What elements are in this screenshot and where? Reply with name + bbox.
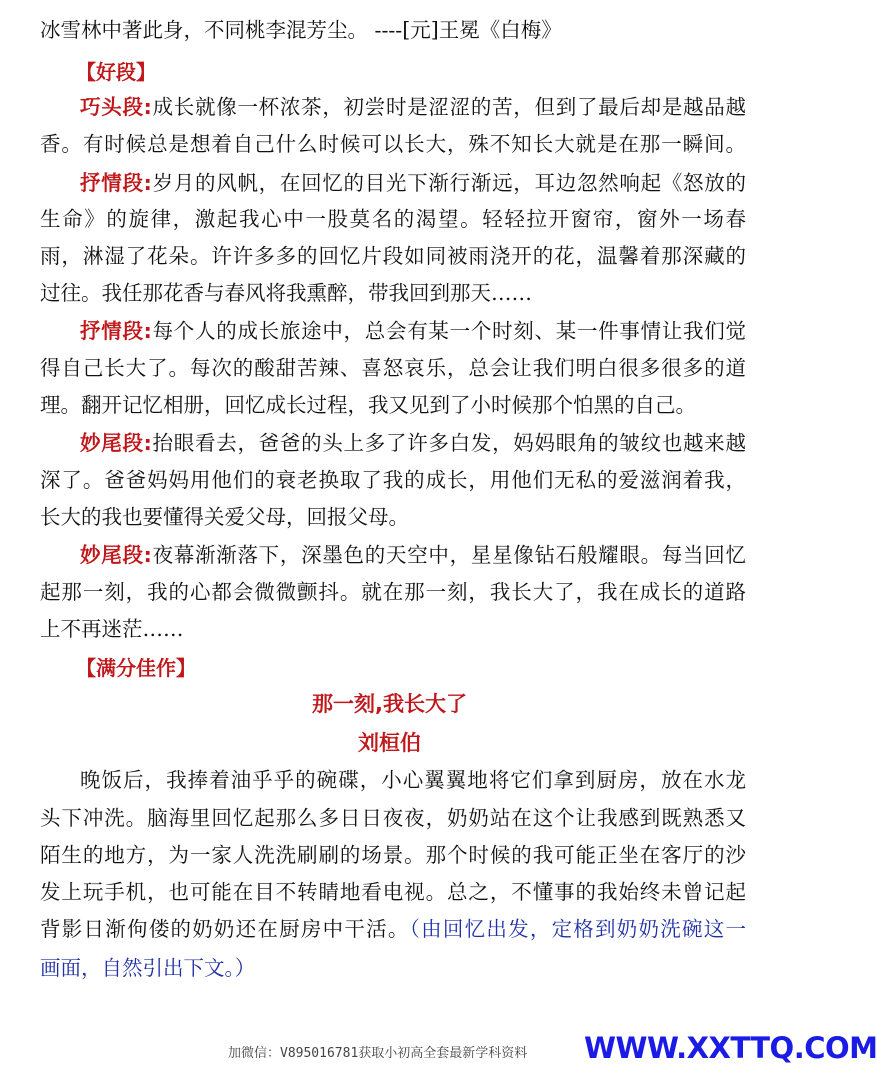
paragraph-text: 夜幕渐渐落下，深墨色的天空中，星星像钻石般耀眼。每当回忆 [151,543,746,567]
paragraph-line: 深了。爸爸妈妈用他们的衰老换取了我的成长，用他们无私的爱滋润着我， [40,468,746,492]
paragraph-line [80,94,746,120]
essay-line: 陌生的地方，为一家人洗洗刷刷的场景。那个时候的我可能正坐在客厅的沙 [40,843,746,867]
essay-line: 晚饭后，我捧着油乎乎的碗碟，小心翼翼地将它们拿到厨房，放在水龙 [80,768,746,792]
paragraph-line: 雨，淋湿了花朵。许许多多的回忆片段如同被雨浇开的花，温馨着那深藏的 [40,244,746,268]
paragraph-line: 得自己长大了。每次的酸甜苦辣、喜怒哀乐，总会让我们明白很多很多的道 [40,356,746,380]
essay-annotation-line: 画面，自然引出下文。） [40,956,256,980]
paragraph-line: 生命》的旋律，激起我心中一股莫名的渴望。轻轻拉开窗帘，窗外一场春 [40,207,746,231]
footer-text: 加微信：V895016781获取小初高全套最新学科资料 [228,1046,528,1061]
paragraph-line: 理。翻开记忆相册，回忆成长过程，我又见到了小时候那个怕黑的自己。 [40,393,696,417]
paragraph-line: 香。有时候总是想着自己什么时候可以长大，殊不知长大就是在那一瞬间。 [40,132,746,156]
essay-text: 背影日渐佝偻的奶奶还在厨房中干活。 [40,917,410,941]
paragraph-label: 巧头段: [80,95,152,119]
paragraph-text: 成长就像一杯浓茶，初尝时是涩涩的苦，但到了最后却是越品越 [151,95,746,119]
essay-line: 头下冲洗。脑海里回忆起那么多日日夜夜，奶奶站在这个让我感到既熟悉又 [40,806,746,830]
essay-title: 那一刻,我长大了 [312,692,467,716]
paragraph-label: 抒情段: [80,171,152,195]
paragraph-label: 妙尾段: [80,543,152,567]
paragraph-label: 抒情段: [80,319,152,343]
paragraph-line [80,542,746,568]
paragraph-text: 每个人的成长旅途中，总会有某一个时刻、某一件事情让我们觉 [151,319,746,343]
paragraph-line: 过往。我任那花香与春风将我熏醉，带我回到那天…… [40,281,532,305]
paragraph-line [80,170,746,196]
paragraph-text: 抬眼看去，爸爸的头上多了许多白发，妈妈眼角的皱纹也越来越 [151,431,746,455]
site-logo: WWW.XXTTQ.COM [584,1031,878,1065]
essay-line [40,916,746,942]
paragraph-line: 起那一刻，我的心都会微微颤抖。就在那一刻，我长大了，我在成长的道路 [40,580,746,604]
paragraph-line [80,430,746,456]
paragraph-text: 岁月的风帆，在回忆的目光下渐行渐远，耳边忽然响起《怒放的 [151,171,746,195]
quote-line: 冰雪林中著此身，不同桃李混芳尘。 ----[元]王冕《白梅》 [40,18,562,42]
good-section-heading: 【好段】 [76,60,156,84]
paragraph-line: 上不再迷茫…… [40,617,184,641]
paragraph-line: 长大的我也要懂得关爱父母，回报父母。 [40,505,409,529]
paragraph-label: 妙尾段: [80,431,152,455]
essay-annotation: （由回忆出发，定格到奶奶洗碗这一 [409,917,747,941]
essay-line: 发上玩手机，也可能在目不转睛地看电视。总之，不懂事的我始终未曾记起 [40,880,746,904]
essay-author: 刘桓伯 [358,731,421,755]
essay-section-heading: 【满分佳作】 [76,656,196,680]
paragraph-line [80,318,746,344]
